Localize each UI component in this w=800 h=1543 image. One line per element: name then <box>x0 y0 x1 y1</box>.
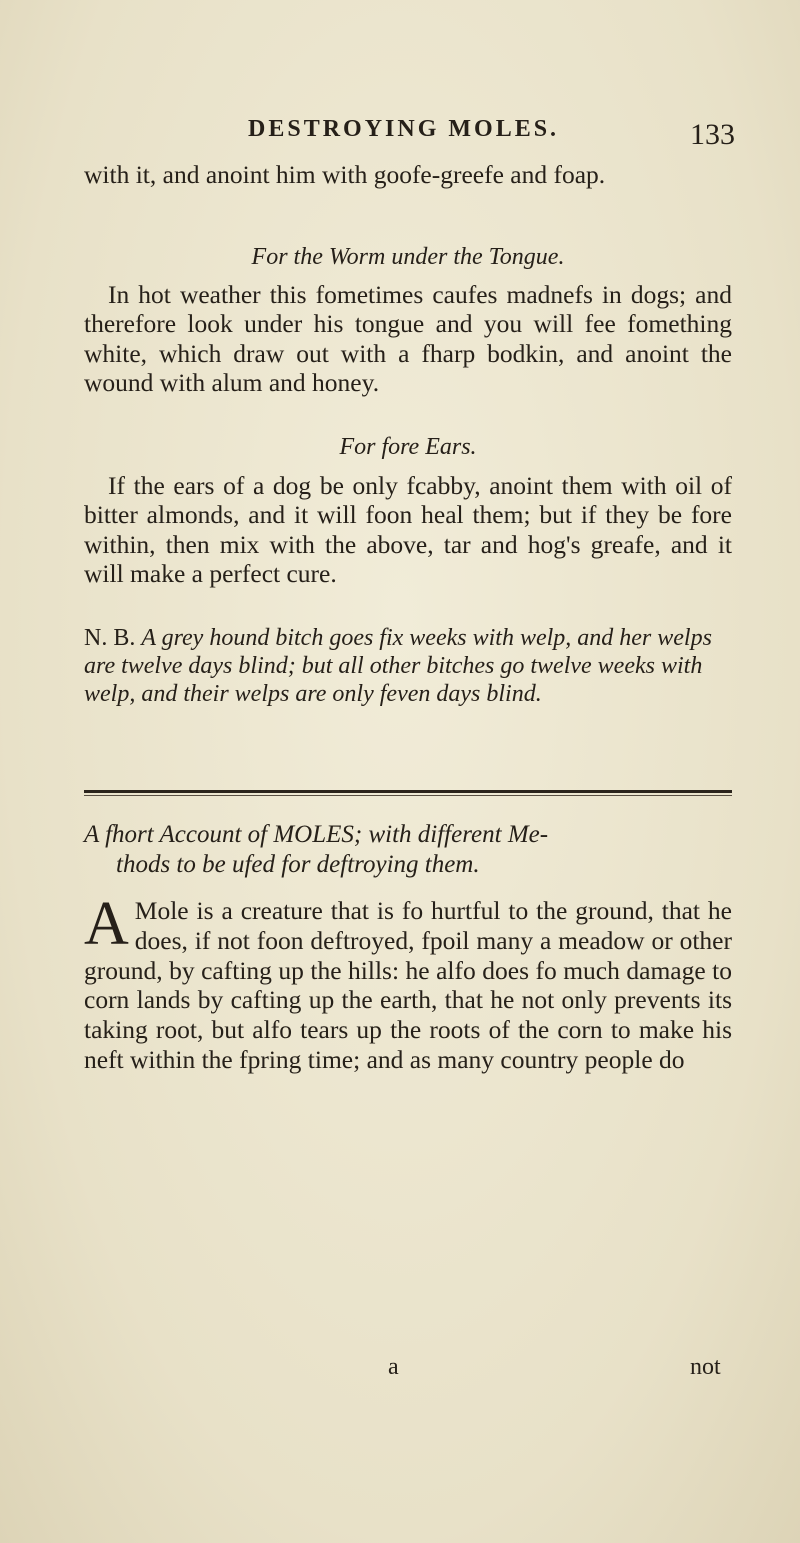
article-body-text: Mole is a creature that is fo hurtful to the ground, that he does, if not foon deftroyed, fpoil many a meadow or other ground, by cafting up the hills: he alfo does fo much damage to corn lands by cafting up the earth, that he not only prevents its taking root, but alfo tears up the roots of the corn to make his neft within the fpring time; and as many country people do <box>84 896 732 1074</box>
section-paragraph-ears: If the ears of a dog be only fcabby, anoint them with oil of bitter almonds, and it will foon heal them; but if they be fore within, then mix with the above, tar and hog's greafe, and it will make a perfect cure. <box>84 471 732 589</box>
section-divider <box>84 790 732 793</box>
section-paragraph-worm: In hot weather this fometimes caufes madnefs in dogs; and therefore look under his tongue and you will fee fomething white, which draw out with a fharp bodkin, and anoint the wound with alum and honey. <box>84 280 732 398</box>
page-footer <box>0 1354 800 1390</box>
nota-bene-label: N. B. <box>84 625 136 651</box>
article-body <box>84 890 732 1075</box>
drop-cap: A <box>84 890 129 958</box>
page-number: 133 <box>690 118 735 151</box>
article-title <box>84 820 732 880</box>
section-heading-worm: For the Worm under the Tongue. <box>251 244 565 270</box>
running-head: DESTROYING MOLES. <box>248 116 560 142</box>
nota-bene <box>84 624 734 708</box>
section-divider-thin <box>84 795 732 796</box>
section-heading-ears: For fore Ears. <box>339 434 477 460</box>
article-title-line-2: thods to be ufed for deftroying them. <box>116 851 480 878</box>
signature-mark: a <box>388 1354 399 1380</box>
continuation-paragraph: with it, and anoint him with goofe-greefe and foap. <box>84 160 606 189</box>
article-title-line-1: A fhort Account of MOLES; with different Me- <box>84 821 549 848</box>
nota-bene-text: A grey hound bitch goes fix weeks with welp, and her welps are twelve days blind; but all other bitches go twelve weeks with welp, and their welps are only feven days blind. <box>84 625 712 707</box>
page-header <box>0 116 800 156</box>
catchword: not <box>690 1354 721 1380</box>
